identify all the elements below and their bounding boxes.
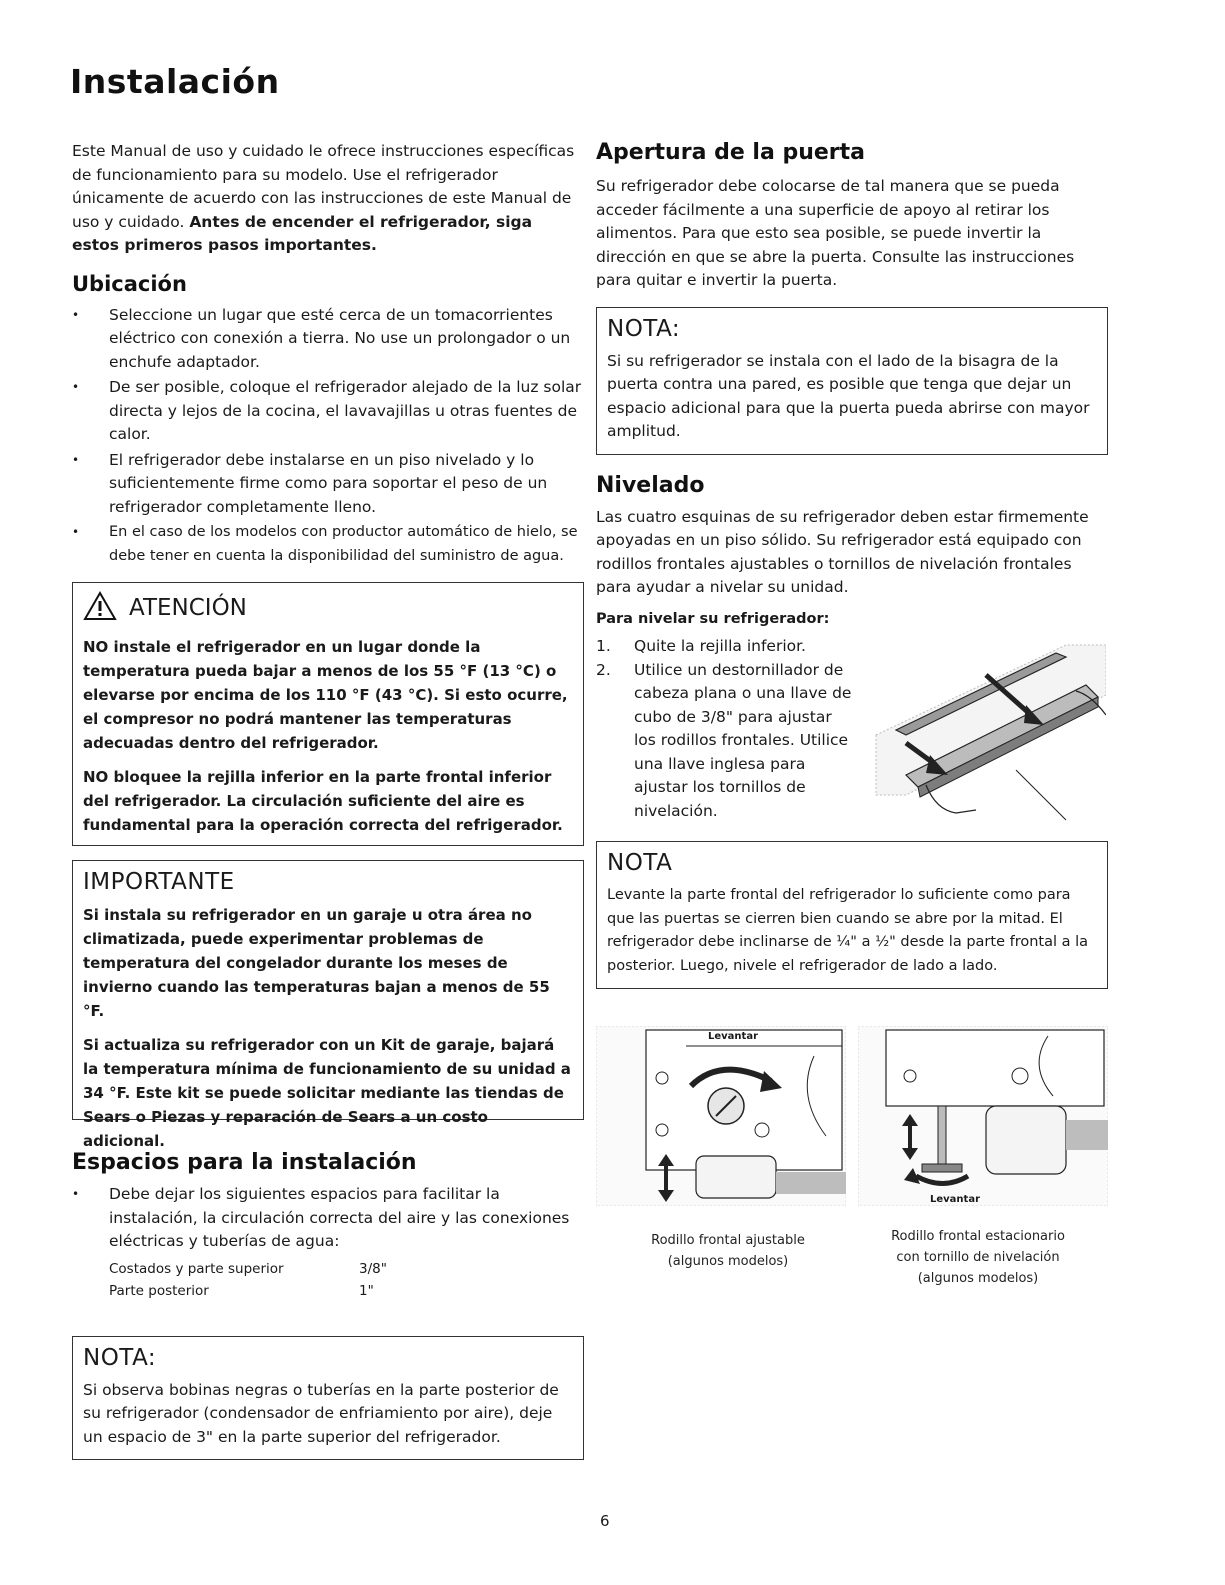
steps-area xyxy=(596,635,1108,831)
adjustable-roller-figure xyxy=(596,1026,846,1210)
left-column xyxy=(72,140,584,1460)
list-item: • De ser posible, coloque el refrigerador alejado de la luz solar directa y lejos de la cocina, el lavavajillas u otras fuentes de calor. xyxy=(72,376,584,447)
nivelado-text: Las cuatro esquinas de su refrigerador deben estar firmemente apoyadas en un piso sólido. Su refrigerador está equipado con rodillos frontales ajustables o tornillos de nivelación frontales para ayudar a nivelar su unidad. xyxy=(596,507,1089,596)
atencion-paragraph-2: NO bloquee la rejilla inferior en la parte frontal inferior del refrigerador. La circulación suficiente del aire es fundamental para la operación correcta del refrigerador. xyxy=(83,768,563,834)
importante-box xyxy=(72,860,584,1150)
list-item xyxy=(596,635,858,659)
step-text: Utilice un destornillador de cabeza plana o una llave de cubo de 3/8" para ajustar los rodillos frontales. Utilice una llave inglesa para ajustar los tornillos de nivelación. xyxy=(634,660,852,820)
table-row xyxy=(109,1258,584,1280)
right-column xyxy=(596,140,1108,989)
nota-level-text: Levante la parte frontal del refrigerador lo suficiente como para que las puertas se cierren bien cuando se abre por la mitad. El refrigerador debe inclinarse de ¼" a ½" desde la parte frontal a la posterior. Luego, nivele el refrigerador de lado a lado. xyxy=(607,887,1089,974)
left-figure-caption xyxy=(608,1230,848,1272)
apertura-heading: Apertura de la puerta xyxy=(596,140,865,165)
list-item: • Debe dejar los siguientes espacios para facilitar la instalación, la circulación correcta del aire y las conexiones eléctricas y tuberías de agua: xyxy=(72,1183,584,1254)
page-number: 6 xyxy=(600,1512,610,1530)
caption-line: Rodillo frontal ajustable xyxy=(651,1233,805,1248)
caption-line: (algunos modelos) xyxy=(917,1271,1039,1286)
step-number: 2. xyxy=(596,660,611,679)
nota-bottom-heading: NOTA: xyxy=(83,1344,157,1371)
espacios-list xyxy=(72,1183,584,1254)
importante-heading: IMPORTANTE xyxy=(83,869,235,895)
list-item: • Seleccione un lugar que esté cerca de un tomacorrientes eléctrico con conexión a tierra. No use un prolongador o un enchufe adaptador. xyxy=(72,304,584,375)
spaces-table xyxy=(109,1258,584,1302)
step-text: Quite la rejilla inferior. xyxy=(634,637,806,655)
table-cell-label: Costados y parte superior xyxy=(109,1260,284,1277)
atencion-paragraph-1: NO instale el refrigerador en un lugar donde la temperatura pueda bajar a menos de los 55 °F (13 °C) o elevarse por encima de los 110 °F (43 °C). Si esto ocurre, el compresor no podrá mantener las temperaturas adecuadas dentro del refrigerador. xyxy=(83,638,568,752)
caption-line: con tornillo de nivelación xyxy=(896,1250,1060,1265)
table-row xyxy=(109,1280,584,1302)
nota-level-box xyxy=(596,841,1108,989)
nota-right-heading: NOTA: xyxy=(607,315,681,342)
list-item xyxy=(596,659,858,824)
grille-removal-illustration xyxy=(866,635,1106,829)
nota-right-box xyxy=(596,307,1108,455)
importante-paragraph-2: Si actualiza su refrigerador con un Kit de garaje, bajará la temperatura mínima de funcionamiento de su unidad a 34 °F. Este kit se puede solicitar mediante las tiendas de Sears o Piezas y reparación de Sears a un costo adicional. xyxy=(83,1036,571,1150)
espacios-heading: Espacios para la instalación xyxy=(72,1150,417,1175)
page-title: Instalación xyxy=(70,62,280,101)
right-figure-caption xyxy=(858,1226,1098,1289)
right-figure-label: Levantar xyxy=(930,1194,980,1205)
list-item: • En el caso de los modelos con productor automático de hielo, se debe tener en cuenta la disponibilidad del suministro de agua. xyxy=(72,521,584,568)
caption-line: Rodillo frontal estacionario xyxy=(891,1229,1065,1244)
caption-line: (algunos modelos) xyxy=(667,1254,789,1269)
ubicacion-list xyxy=(72,304,584,569)
list-item: • El refrigerador debe instalarse en un piso nivelado y lo suficientemente firme como para soportar el peso de un refrigerador completamente lleno. xyxy=(72,449,584,520)
intro-paragraph xyxy=(72,140,584,258)
table-cell-value: 1" xyxy=(359,1282,374,1299)
intro-text: Este Manual de uso y cuidado le ofrece instrucciones específicas de funcionamiento para su modelo. Use el refrigerador únicamente de acuerdo con las instrucciones de este Manual de uso y cuidado. xyxy=(72,142,575,231)
atencion-box xyxy=(72,582,584,846)
ubicacion-heading: Ubicación xyxy=(72,271,187,296)
step-number: 1. xyxy=(596,637,611,655)
intro-bold-text: Antes de encender el refrigerador, siga estos primeros pasos importantes. xyxy=(72,212,533,254)
nota-level-heading: NOTA xyxy=(607,850,673,876)
nivelado-subheading: Para nivelar su refrigerador: xyxy=(596,610,830,627)
nota-bottom-box xyxy=(72,1336,584,1461)
table-cell-label: Parte posterior xyxy=(109,1282,209,1299)
table-cell-value: 3/8" xyxy=(359,1260,387,1277)
nota-right-text: Si su refrigerador se instala con el lado de la bisagra de la puerta contra una pared, es posible que tenga que dejar un espacio adicional para que la puerta pueda abrirse con mayor amplitud. xyxy=(607,351,1090,440)
nota-bottom-text: Si observa bobinas negras o tuberías en la parte posterior de su refrigerador (condensador de enfriamiento por aire), deje un espacio de 3" en la parte superior del refrigerador. xyxy=(83,1380,559,1446)
warning-triangle-icon xyxy=(83,591,117,625)
nivelado-heading: Nivelado xyxy=(596,472,705,498)
left-figure-label: Levantar xyxy=(708,1031,758,1042)
atencion-heading: ATENCIÓN xyxy=(129,595,247,621)
stationary-roller-figure xyxy=(858,1026,1108,1210)
atencion-title xyxy=(83,591,573,625)
apertura-text: Su refrigerador debe colocarse de tal manera que se pueda acceder fácilmente a una superficie de apoyo al retirar los alimentos. Para que esto sea posible, se puede invertir la dirección en que se abre la puerta. Consulte las instrucciones para quitar e invertir la puerta. xyxy=(596,177,1075,289)
importante-paragraph-1: Si instala su refrigerador en un garaje u otra área no climatizada, puede experimentar problemas de temperatura del congelador durante los meses de invierno cuando las temperaturas bajan a menos de 55 °F. xyxy=(83,906,550,1020)
leveling-steps xyxy=(596,635,858,823)
